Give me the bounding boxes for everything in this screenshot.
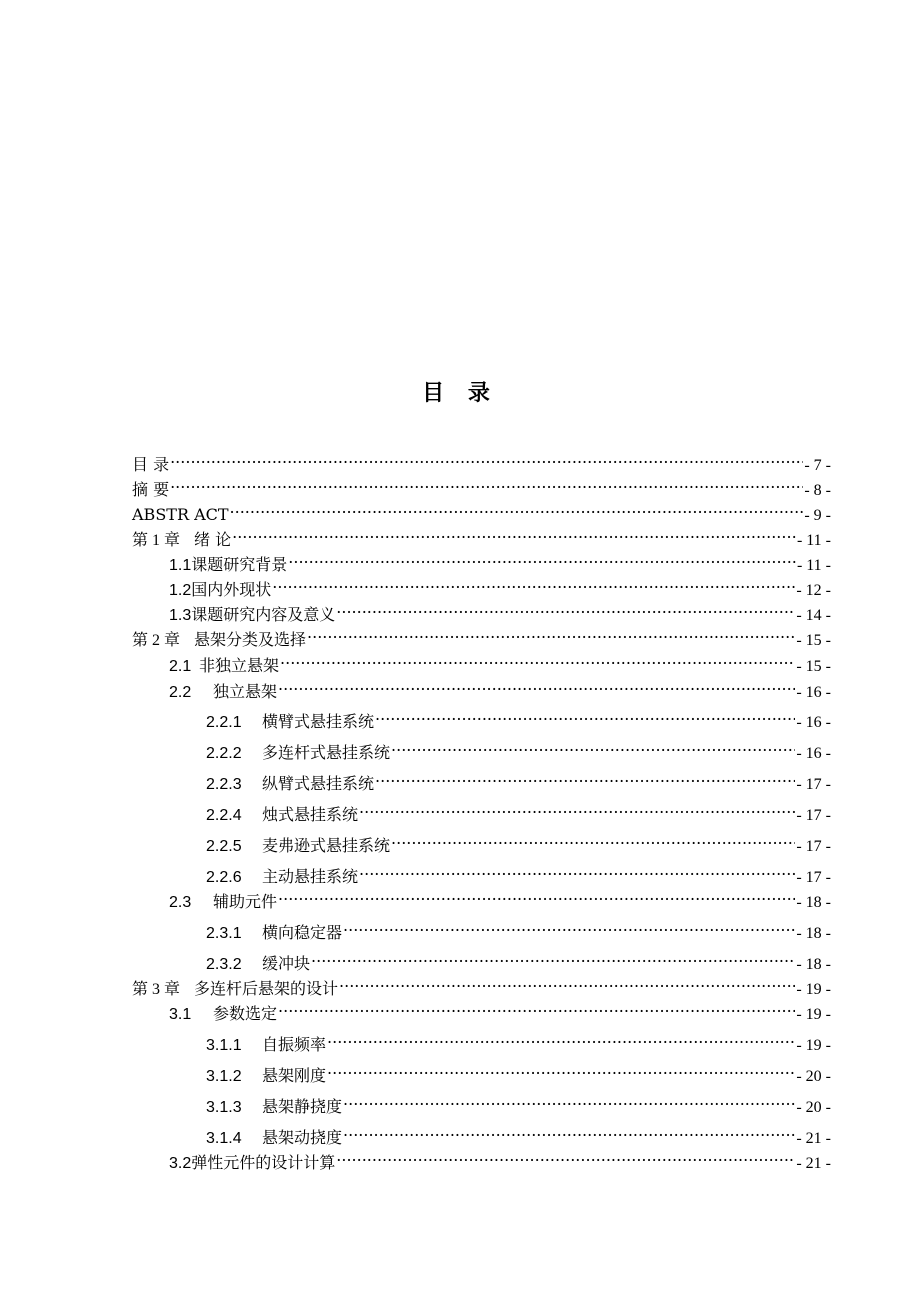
toc-entry-section[interactable] — [169, 598, 831, 624]
dot-leader — [375, 767, 795, 789]
dot-leader — [278, 997, 795, 1019]
toc-entry-label: 课题研究背景 — [191, 555, 288, 574]
toc-entry-label: 参数选定 — [213, 1004, 278, 1023]
toc-entry-page: - 18 - — [796, 956, 831, 973]
toc-entry-subsection[interactable] — [206, 947, 831, 973]
toc-entry-section[interactable] — [169, 548, 831, 574]
toc-entry-label: 摘 要 — [132, 480, 170, 499]
toc-entry-label: 悬架静挠度 — [262, 1097, 343, 1116]
toc-entry-label: 国内外现状 — [191, 580, 272, 599]
toc-entry-label: 目 录 — [132, 455, 170, 474]
toc-entry-label: 缓冲块 — [262, 954, 311, 973]
toc-entry-page: - 17 - — [796, 869, 831, 886]
toc-entry-number: 2.3.1 — [206, 925, 242, 942]
toc-entry-number: 2.3 — [169, 894, 192, 911]
toc-entry-number: 1.2 — [169, 582, 192, 599]
dot-leader — [336, 1146, 795, 1168]
toc-entry-page: - 18 - — [796, 925, 831, 942]
toc-entry-number: 1.3 — [169, 607, 192, 624]
toc-entry-number: 第 1 章 — [132, 532, 181, 549]
toc-entry-label: 烛式悬挂系统 — [262, 805, 359, 824]
toc-entry-number: 2.2.2 — [206, 745, 242, 762]
toc-entry-page: - 15 - — [796, 632, 831, 649]
dot-leader — [288, 548, 796, 570]
toc-entry-label: 辅助元件 — [213, 892, 278, 911]
toc-entry-number: 3.1 — [169, 1006, 192, 1023]
toc-entry-label: 主动悬挂系统 — [262, 867, 359, 886]
dot-leader — [343, 916, 795, 938]
toc-entry-page: - 15 - — [796, 658, 831, 675]
toc-entry-number: 2.2.6 — [206, 869, 242, 886]
dot-leader — [391, 736, 795, 758]
toc-entry-subsection[interactable] — [206, 916, 831, 942]
toc-entry-page: - 21 - — [796, 1130, 831, 1147]
toc-entry-page: - 19 - — [796, 1006, 831, 1023]
toc-entry-number: 2.3.2 — [206, 956, 242, 973]
dot-leader — [307, 623, 795, 645]
toc-entry-number: 3.1.1 — [206, 1037, 242, 1054]
dot-leader — [359, 860, 795, 882]
toc-entry-label: 独立悬架 — [213, 682, 278, 701]
toc-entry-section[interactable] — [169, 675, 831, 701]
toc-entry-section[interactable] — [169, 649, 831, 675]
toc-entry-number: 3.1.3 — [206, 1099, 242, 1116]
toc-entry-subsection[interactable] — [206, 736, 831, 762]
toc-entry-chapter[interactable] — [132, 523, 831, 549]
dot-leader — [272, 573, 795, 595]
toc-entry-label: 横向稳定器 — [262, 923, 343, 942]
dot-leader — [343, 1090, 795, 1112]
toc-entry-label: 非独立悬架 — [199, 656, 280, 675]
toc-entry-label: 横臂式悬挂系统 — [262, 712, 375, 731]
dot-leader — [170, 473, 803, 495]
toc-entry-number: 2.2.3 — [206, 776, 242, 793]
toc-entry-number: 2.2.4 — [206, 807, 242, 824]
toc-entry-number: 1.1 — [169, 557, 192, 574]
toc-entry-page: - 11 - — [796, 557, 831, 574]
toc-entry-label: 自振频率 — [262, 1035, 327, 1054]
toc-entry-subsection[interactable] — [206, 1059, 831, 1085]
toc-entry-subsection[interactable] — [206, 767, 831, 793]
toc-entry-subsection[interactable] — [206, 798, 831, 824]
dot-leader — [336, 598, 795, 620]
toc-entry-page: - 14 - — [796, 607, 831, 624]
toc-entry-page: - 9 - — [804, 507, 831, 524]
toc-entry-number: 2.2.1 — [206, 714, 242, 731]
toc-entry-number: 2.2.5 — [206, 838, 242, 855]
toc-entry-number: 第 2 章 — [132, 632, 181, 649]
dot-leader — [278, 675, 795, 697]
toc-entry-label: ABSTR ACT — [132, 505, 229, 524]
toc-entry-page: - 19 - — [796, 1037, 831, 1054]
toc-heading: 目 录 — [422, 381, 498, 406]
toc-entry-number: 3.1.2 — [206, 1068, 242, 1085]
dot-leader — [311, 947, 795, 969]
dot-leader — [327, 1059, 795, 1081]
toc-entry-label: 悬架动挠度 — [262, 1128, 343, 1147]
toc-entry-page: - 20 - — [796, 1068, 831, 1085]
toc-entry-section[interactable] — [169, 573, 831, 599]
toc-entry-subsection[interactable] — [206, 1121, 831, 1147]
dot-leader — [327, 1028, 795, 1050]
toc-entry-section[interactable] — [169, 885, 831, 911]
toc-entry-page: - 16 - — [796, 714, 831, 731]
toc-entry-page: - 17 - — [796, 807, 831, 824]
dot-leader — [391, 829, 795, 851]
toc-entry-page: - 16 - — [796, 684, 831, 701]
toc-entry-page: - 21 - — [796, 1155, 831, 1172]
toc-entry[interactable] — [132, 448, 831, 474]
dot-leader — [278, 885, 795, 907]
dot-leader — [280, 649, 795, 671]
toc-entry-label: 纵臂式悬挂系统 — [262, 774, 375, 793]
toc-entry-subsection[interactable] — [206, 1028, 831, 1054]
toc-entry-page: - 12 - — [796, 582, 831, 599]
toc-entry-number: 3.1.4 — [206, 1130, 242, 1147]
toc-entry-label: 多连杆式悬挂系统 — [262, 743, 391, 762]
toc-entry-label: 课题研究内容及意义 — [191, 605, 336, 624]
toc-entry-label: 悬架分类及选择 — [194, 630, 307, 649]
toc-entry-label: 多连杆后悬架的设计 — [194, 979, 339, 998]
toc-entry-label: 悬架刚度 — [262, 1066, 327, 1085]
toc-entry-subsection[interactable] — [206, 860, 831, 886]
toc-entry-page: - 17 - — [796, 838, 831, 855]
dot-leader — [339, 972, 795, 994]
toc-entry-label: 麦弗逊式悬挂系统 — [262, 836, 391, 855]
toc-entry-number: 3.2 — [169, 1155, 192, 1172]
toc-entry-number: 2.1 — [169, 658, 192, 675]
toc-entry-page: - 20 - — [796, 1099, 831, 1116]
toc-entry-subsection[interactable] — [206, 705, 831, 731]
toc-entry-label: 弹性元件的设计计算 — [191, 1153, 336, 1172]
toc-entry-page: - 16 - — [796, 745, 831, 762]
toc-entry-chapter[interactable] — [132, 972, 831, 998]
toc-entry-subsection[interactable] — [206, 1090, 831, 1116]
toc-entry-page: - 7 - — [804, 457, 831, 474]
toc-entry-page: - 11 - — [796, 532, 831, 549]
toc-entry[interactable] — [132, 498, 831, 524]
dot-leader — [230, 498, 804, 520]
toc-entry-subsection[interactable] — [206, 829, 831, 855]
toc-entry-number: 2.2 — [169, 684, 192, 701]
toc-entry-page: - 19 - — [796, 981, 831, 998]
dot-leader — [359, 798, 795, 820]
dot-leader — [170, 448, 803, 470]
toc-entry-number: 第 3 章 — [132, 981, 181, 998]
toc-entry-section[interactable] — [169, 1146, 831, 1172]
toc-entry-chapter[interactable] — [132, 623, 831, 649]
dot-leader — [375, 705, 795, 727]
toc-entry[interactable] — [132, 473, 831, 499]
dot-leader — [232, 523, 796, 545]
toc-entry-section[interactable] — [169, 997, 831, 1023]
toc-entry-label: 绪 论 — [194, 530, 232, 549]
toc-entry-page: - 17 - — [796, 776, 831, 793]
dot-leader — [343, 1121, 795, 1143]
toc-entry-page: - 18 - — [796, 894, 831, 911]
toc-entry-page: - 8 - — [804, 482, 831, 499]
